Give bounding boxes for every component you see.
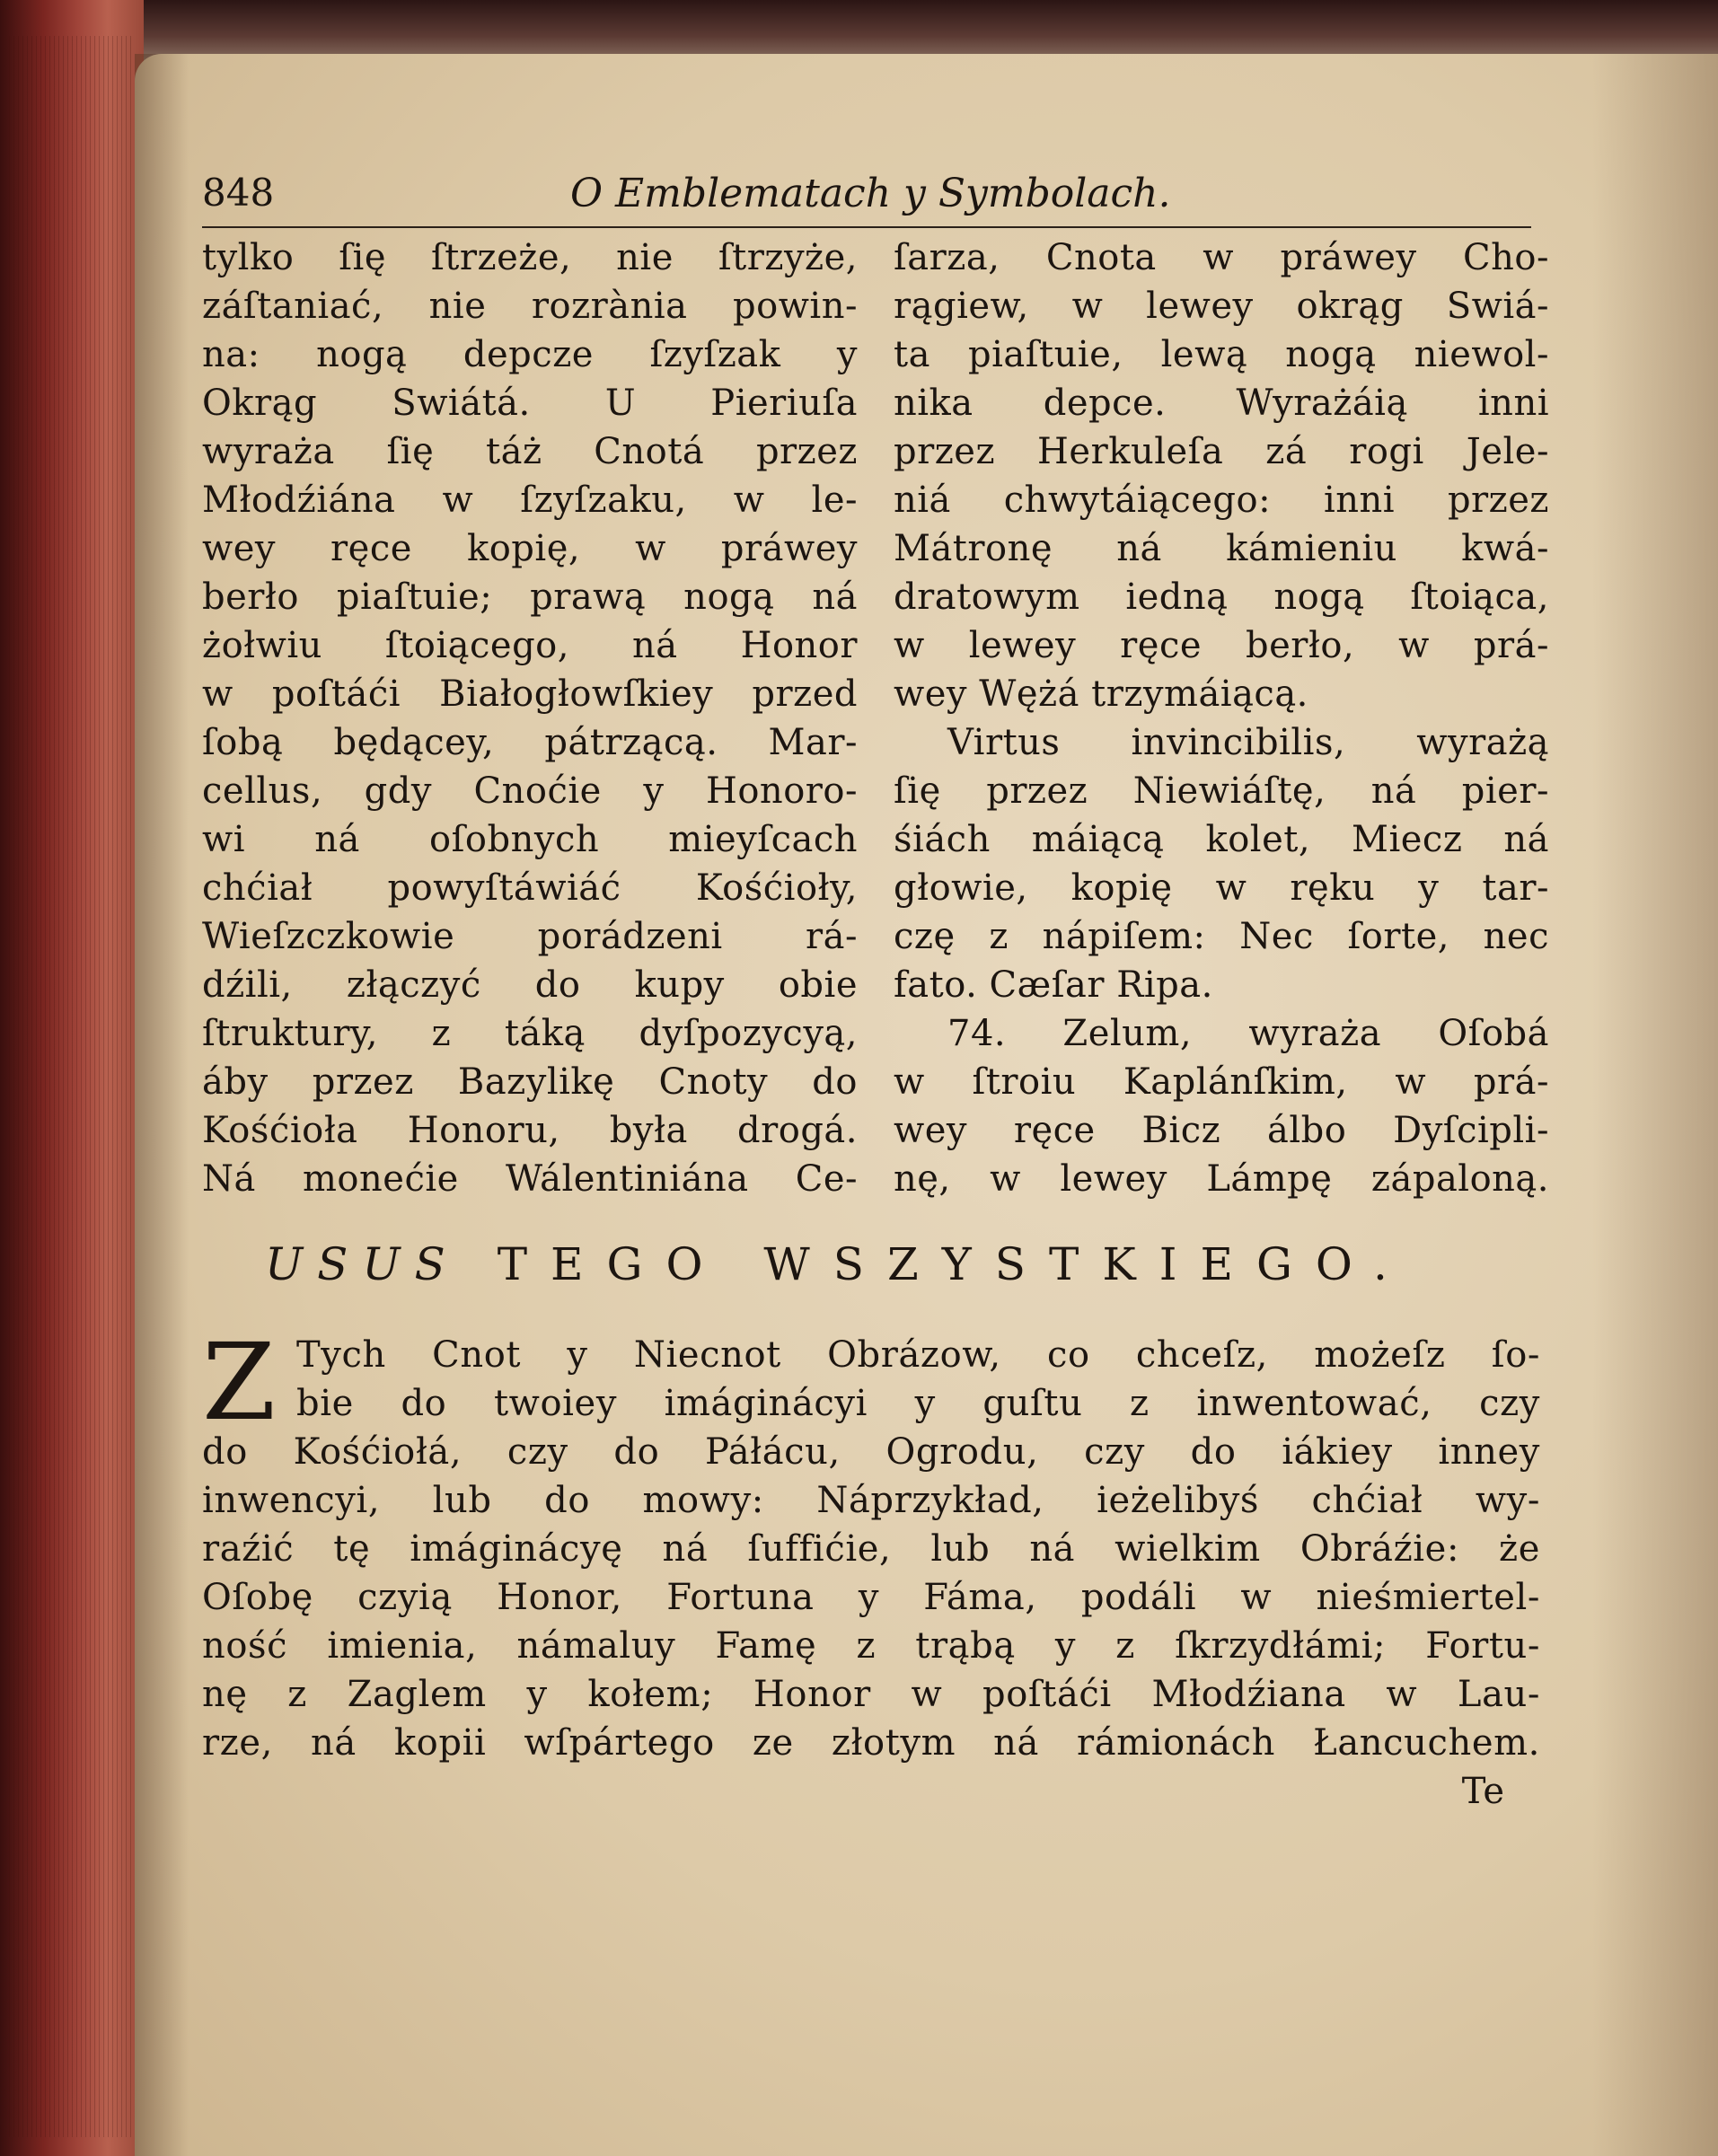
two-column-text xyxy=(202,233,1549,1203)
text-line: głowie, kopię w ręku y tar- xyxy=(894,867,1549,909)
text-line: w ſtroiu Kaplánſkim, w prá- xyxy=(894,1061,1549,1103)
text-line: záſtaniać, nie rozrània powin- xyxy=(202,286,858,327)
text-line: 74. Zelum, wyraża Oſobá xyxy=(947,1013,1549,1054)
text-line: dratowym iedną nogą ſtoiąca, xyxy=(894,576,1549,618)
text-line: ſarza, Cnota w práwey Cho- xyxy=(894,237,1549,278)
text-line: w poſtáći Białogłowſkiey przed xyxy=(202,673,858,715)
running-head xyxy=(202,171,1531,228)
text-line: ſtruktury, z táką dyſpozycyą, xyxy=(202,1013,858,1054)
text-line: Młodźiána w ſzyſzaku, w le- xyxy=(202,480,858,521)
text-line: niá chwytáiącego: inni przez xyxy=(894,480,1549,521)
text-line: nika depce. Wyrażáią inni xyxy=(894,383,1549,424)
text-line: wi ná oſobnych mieyſcach xyxy=(202,819,858,860)
right-column xyxy=(894,233,1549,1203)
text-line: Kośćioła Honoru, była drogá. xyxy=(202,1110,858,1151)
left-column xyxy=(202,233,858,1203)
paragraph-line: inwencyi, lub do mowy: Náprzykład, ieżelibyś chćiał wy- xyxy=(202,1480,1540,1521)
gutter-shadow xyxy=(135,54,189,2156)
text-line: na: nogą depcze ſzyſzak y xyxy=(202,334,858,375)
paragraph-line: Tych Cnot y Niecnot Obrázow, co chceſz, możeſz ſo- xyxy=(296,1334,1540,1376)
usus-paragraph xyxy=(202,1320,1540,1816)
catchword: Te xyxy=(1461,1771,1504,1812)
text-line: wyraża ſię táż Cnotá przez xyxy=(202,431,858,472)
page-content xyxy=(202,171,1549,1816)
paragraph-line: rze, ná kopii wſpártego ze złotym ná rámionách Łancuchem. xyxy=(202,1722,1540,1764)
text-line: wey ręce kopię, w práwey xyxy=(202,528,858,569)
page-edges-texture xyxy=(9,36,135,2137)
section-heading-italic: USUS xyxy=(265,1238,460,1290)
text-line: Okrąg Swiátá. U Pieriuſa xyxy=(202,383,858,424)
text-line: ſobą będącey, pátrzącą. Mar- xyxy=(202,722,858,763)
page-edge-shadow xyxy=(1592,54,1718,2156)
text-line: Ná monećie Wálentiniána Ce- xyxy=(202,1158,858,1200)
text-line: rągiew, w lewey okrąg Swiá- xyxy=(894,286,1549,327)
section-heading xyxy=(202,1237,1549,1291)
paragraph-line: raźić tę imáginácyę ná ſuffićie, lub ná wielkim Obráźie: że xyxy=(202,1528,1540,1570)
text-line: ta piaſtuie, lewą nogą niewol- xyxy=(894,334,1549,375)
text-line: przez Herkuleſa zá rogi Jele- xyxy=(894,431,1549,472)
text-line: cellus, gdy Cnoćie y Honoro- xyxy=(202,770,858,812)
text-line: Wieſzczkowie porádzeni rá- xyxy=(202,916,858,957)
text-line: żołwiu ſtoiącego, ná Honor xyxy=(202,625,858,666)
text-line: Mátronę ná kámieniu kwá- xyxy=(894,528,1549,569)
text-line: Virtus invincibilis, wyrażą xyxy=(947,722,1549,763)
paragraph-line: ność imienia, námaluy Famę z trąbą y z ſkrzydłámi; Fortu- xyxy=(202,1625,1540,1667)
paragraph-line: do Kośćiołá, czy do Páłácu, Ogrodu, czy do iákiey inney xyxy=(202,1431,1540,1473)
book-page-block xyxy=(0,0,144,2156)
text-line: śiách máiącą kolet, Miecz ná xyxy=(894,819,1549,860)
text-line: tylko ſię ſtrzeże, nie ſtrzyże, xyxy=(202,237,858,278)
text-line: nę, w lewey Lámpę zápaloną. xyxy=(894,1158,1549,1200)
text-line: wey ręce Bicz álbo Dyſcipli- xyxy=(894,1110,1549,1151)
paragraph-line: nę z Zaglem y kołem; Honor w poſtáći Młodźiana w Lau- xyxy=(202,1674,1540,1715)
text-line: wey Wężá trzymáiącą. xyxy=(894,673,1308,715)
text-line: w lewey ręce berło, w prá- xyxy=(894,625,1549,666)
text-line: czę z nápiſem: Nec ſorte, nec xyxy=(894,916,1549,957)
page-number: 848 xyxy=(202,171,275,215)
text-line: chćiał powyſtáwiáć Kośćioły, xyxy=(202,867,858,909)
drop-cap: Z xyxy=(202,1320,276,1444)
section-heading-rest: TEGO WSZYSTKIEGO. xyxy=(497,1238,1411,1290)
paragraph-line: Oſobę czyią Honor, Fortuna y Fáma, podáli w nieśmiertel- xyxy=(202,1577,1540,1618)
running-title: O Emblematach y Symbolach. xyxy=(570,171,1171,216)
text-line: áby przez Bazylikę Cnoty do xyxy=(202,1061,858,1103)
text-line: fato. Cæſar Ripa. xyxy=(894,964,1213,1006)
paragraph-line: bie do twoiey imáginácyi y guſtu z inwentować, czy xyxy=(296,1383,1540,1424)
text-line: dźili, złączyć do kupy obie xyxy=(202,964,858,1006)
text-line: ſię przez Niewiáſtę, ná pier- xyxy=(894,770,1549,812)
text-line: berło piaſtuie; prawą nogą ná xyxy=(202,576,858,618)
